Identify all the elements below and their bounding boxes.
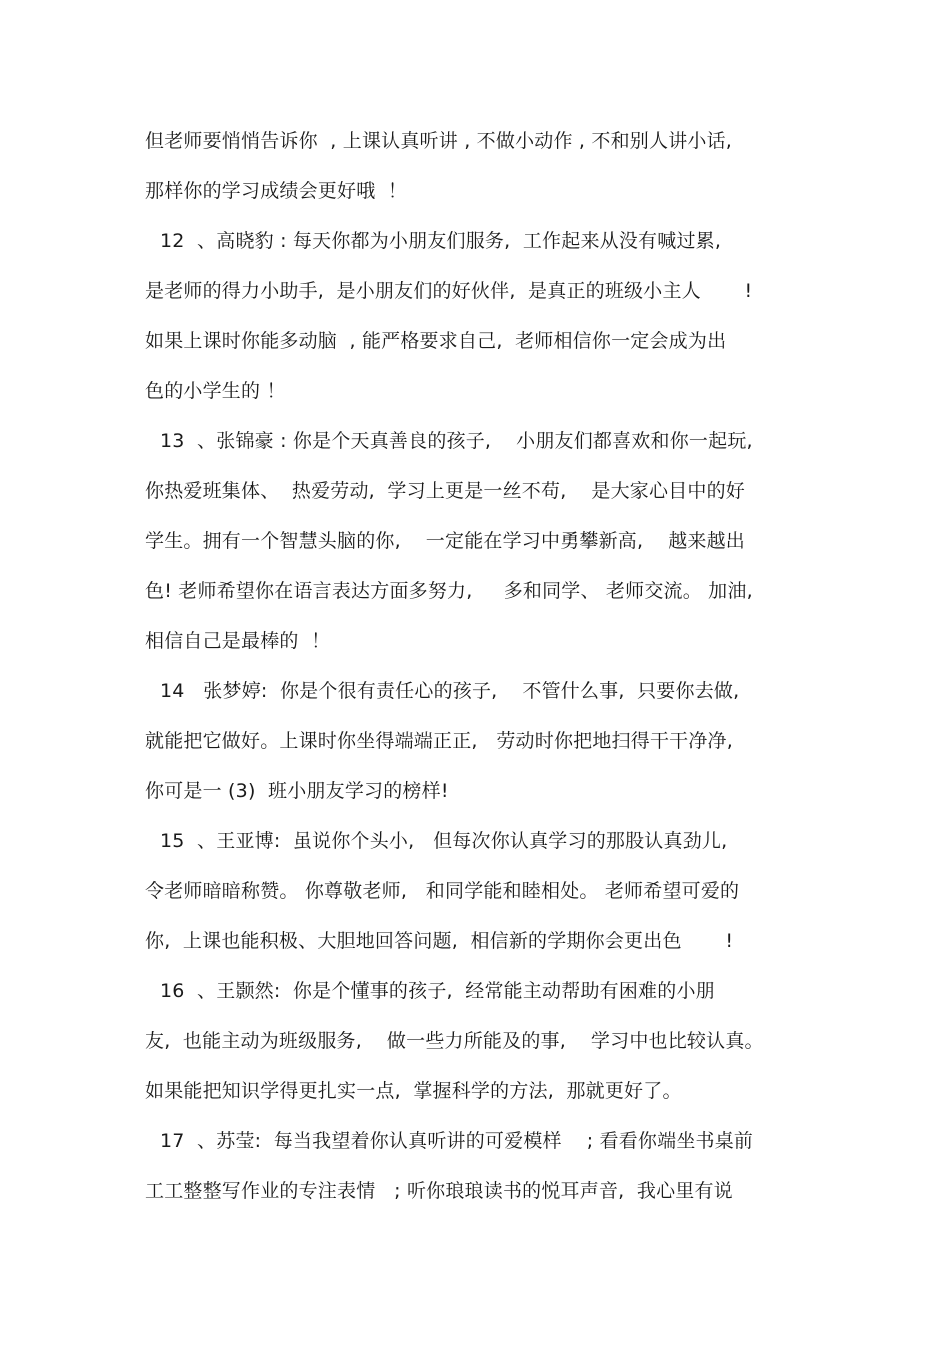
text-line: 就能把它做好。上课时你坐得端端正正, 劳动时你把地扫得干干净净,	[145, 730, 733, 752]
text-line: 友, 也能主动为班级服务, 做一些力所能及的事, 学习中也比较认真。	[145, 1030, 764, 1052]
text-line: 工工整整写作业的专注表情 ; 听你琅琅读书的悦耳声音, 我心里有说	[145, 1180, 733, 1202]
text-line: 色的小学生的 ！	[145, 380, 286, 402]
text-line: 你热爱班集体、 热爱劳动, 学习上更是一丝不苟, 是大家心目中的好	[145, 480, 745, 502]
text-line: 学生。拥有一个智慧头脑的你, 一定能在学习中勇攀新高, 越来越出	[145, 530, 745, 552]
text-line: 相信自己是最棒的 ！	[145, 630, 331, 652]
text-line: 12 、高晓豹 : 每天你都为小朋友们服务, 工作起来从没有喊过累,	[160, 230, 722, 252]
text-line: 13 、张锦豪 : 你是个天真善良的孩子, 小朋友们都喜欢和你一起玩,	[160, 430, 753, 452]
text-line: 17 、苏莹: 每当我望着你认真听讲的可爱模样 ; 看看你端坐书桌前	[160, 1130, 754, 1152]
text-line: 14 张梦婷: 你是个很有责任心的孩子, 不管什么事, 只要你去做,	[160, 680, 740, 702]
text-line: 你, 上课也能积极、大胆地回答问题, 相信新的学期你会更出色 !	[145, 930, 734, 952]
text-line: 如果上课时你能多动脑 , 能严格要求自己, 老师相信你一定会成为出	[145, 330, 727, 352]
text-line: 是老师的得力小助手, 是小朋友们的好伙伴, 是真正的班级小主人 !	[145, 280, 753, 302]
text-line: 16 、王颢然: 你是个懂事的孩子, 经常能主动帮助有困难的小朋	[160, 980, 715, 1002]
text-line: 15 、王亚博: 虽说你个头小, 但每次你认真学习的那股认真劲儿,	[160, 830, 728, 852]
text-line: 你可是一 (3) 班小朋友学习的榜样!	[145, 780, 449, 802]
text-line: 令老师暗暗称赞。 你尊敬老师, 和同学能和睦相处。 老师希望可爱的	[145, 880, 740, 902]
text-line: 那样你的学习成绩会更好哦 ！	[145, 180, 408, 202]
text-line: 色! 老师希望你在语言表达方面多努力, 多和同学、 老师交流。 加油,	[145, 580, 753, 602]
text-line: 但老师要悄悄告诉你 , 上课认真听讲 , 不做小动作 , 不和别人讲小话,	[145, 130, 733, 152]
text-line: 如果能把知识学得更扎实一点, 掌握科学的方法, 那就更好了。	[145, 1080, 682, 1102]
